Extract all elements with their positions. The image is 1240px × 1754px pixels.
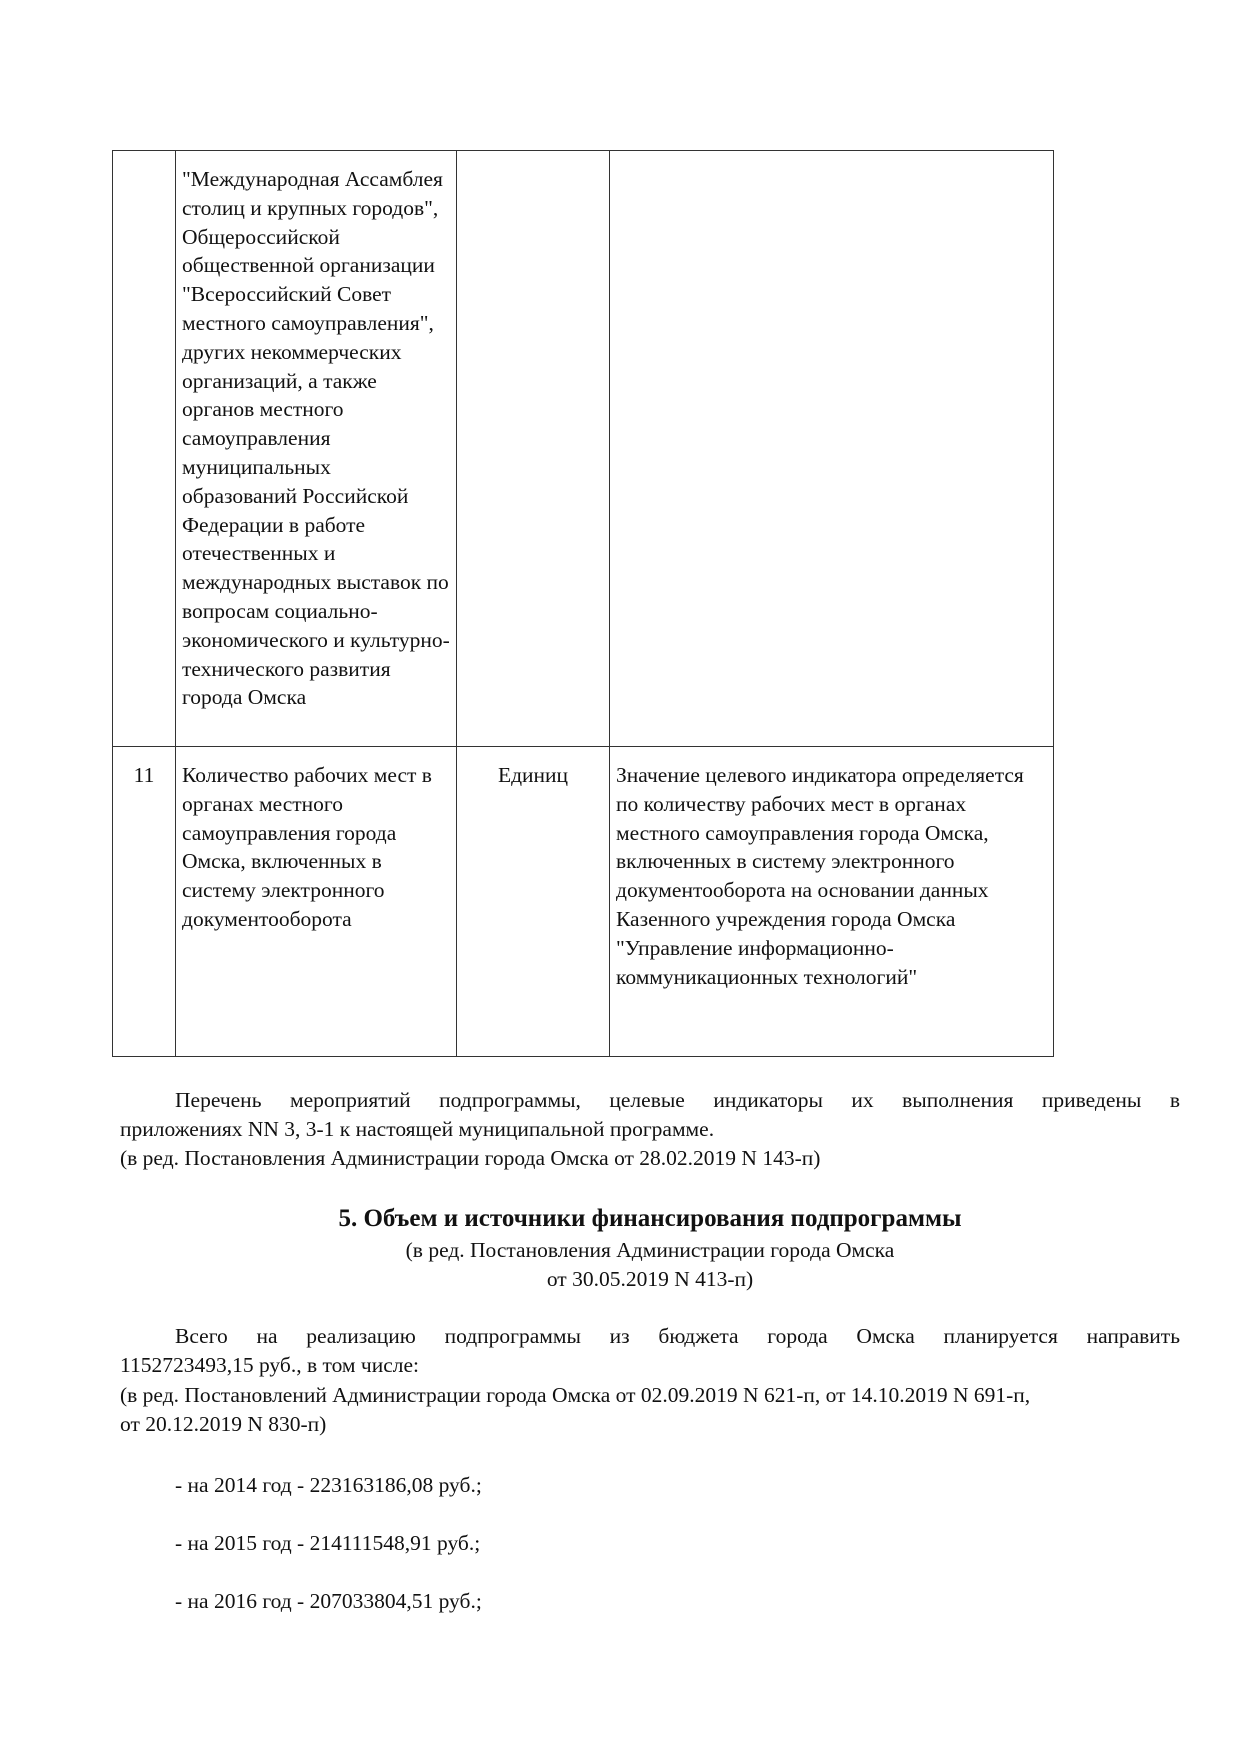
funding-item: - на 2016 год - 207033804,51 руб.; — [175, 1589, 482, 1613]
indicator-name: "Международная Ассамблея столиц и крупных городов", Общероссийской общественной организации "Всероссийский Совет местного самоуправления", других некоммерческих организаций, а также органов местного самоуправления муниципальных образований Российской Федерации в работе отечественных и международных выставок по вопросам социально-экономического и культурно-технического развития города Омска — [176, 151, 457, 747]
paragraph-line: Перечень мероприятий подпрограммы, целевые индикаторы их выполнения приведены в — [175, 1088, 1180, 1112]
paragraph-line: Всего на реализацию подпрограммы из бюджета города Омска планируется направить — [175, 1324, 1180, 1348]
funding-item: - на 2015 год - 214111548,91 руб.; — [175, 1531, 481, 1555]
funding-item: - на 2014 год - 223163186,08 руб.; — [175, 1473, 482, 1497]
amendment-note: (в ред. Постановления Администрации города Омска — [405, 1238, 895, 1262]
table-row — [113, 151, 1054, 747]
indicator-description: Значение целевого индикатора определяется по количеству рабочих мест в органах местного самоуправления города Омска, включенных в систему электронного документооборота на основании данных Казенного учреждения города Омска "Управление информационно-коммуникационных технологий" — [610, 747, 1054, 1057]
amendment-note: от 20.12.2019 N 830-п) — [120, 1412, 327, 1436]
section-title: 5. Объем и источники финансирования подпрограммы — [338, 1205, 962, 1232]
indicator-name: Количество рабочих мест в органах местного самоуправления города Омска, включенных в систему электронного документооборота — [176, 747, 457, 1057]
paragraph-line: 1152723493,15 руб., в том числе: — [120, 1353, 420, 1377]
paragraph-line: приложениях NN 3, 3-1 к настоящей муниципальной программе. — [120, 1117, 715, 1141]
row-number — [113, 151, 176, 747]
amendment-note: (в ред. Постановления Администрации города Омска от 28.02.2019 N 143-п) — [120, 1146, 821, 1170]
row-number: 11 — [113, 747, 176, 1057]
indicators-table — [112, 150, 1054, 1057]
table-row — [113, 747, 1054, 1057]
amendment-note: (в ред. Постановлений Администрации города Омска от 02.09.2019 N 621-п, от 14.10.2019 N 691-п, — [120, 1383, 1031, 1407]
indicator-unit: Единиц — [457, 747, 610, 1057]
amendment-note: от 30.05.2019 N 413-п) — [546, 1267, 754, 1291]
indicator-description — [610, 151, 1054, 747]
indicator-unit — [457, 151, 610, 747]
